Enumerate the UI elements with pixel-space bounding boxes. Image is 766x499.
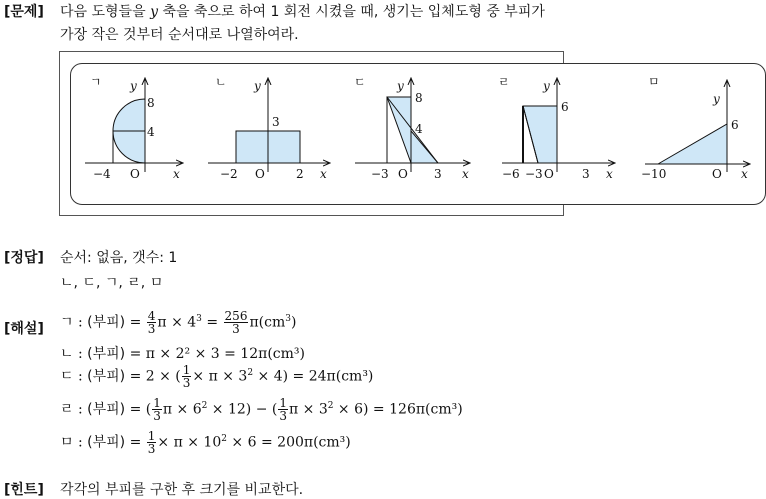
figure-3 (354, 75, 470, 181)
fig5-y-label: y (713, 92, 720, 106)
fig2-tick-2: 2 (296, 167, 304, 181)
fig4-tick-6: 6 (561, 100, 569, 114)
fig4-shape (523, 106, 557, 163)
fig1-x-label: x (173, 167, 180, 181)
sol3-label: ㄷ (60, 368, 74, 385)
sol1-result: 256 (224, 309, 248, 323)
sol3-vol: (부피) (87, 368, 126, 385)
problem-line-2: 가장 작은 것부터 순서대로 나열하여라. (60, 27, 299, 43)
fig1-tick-4: 4 (147, 125, 155, 139)
fig5-tick-neg10: −10 (641, 167, 667, 181)
fig5-tick-origin: O (712, 167, 722, 181)
sol1-label: ㄱ (60, 314, 74, 331)
figure-5 (641, 75, 750, 181)
answer-line-1: 순서: 없음, 갯수: 1 (60, 250, 178, 266)
fig2-tick-origin: O (255, 167, 265, 181)
sol4-result: 126π(cm³) (389, 401, 463, 418)
fig2-tick-neg2: −2 (220, 167, 238, 181)
problem-y-var: y (150, 4, 158, 20)
solution-line-5: ㅁ : (부피) = $\frac{1}{3}$ × $\pi \times 10^2 \times 6 = 200\pi(cm^3)$ (60, 429, 351, 456)
fig3-tick-3: 3 (434, 167, 442, 181)
fig3-tick-neg3: −3 (371, 167, 389, 181)
solution-line-2: ㄴ : (부피) = π × 2² × 3 = 12π(cm³) (60, 346, 305, 362)
fig3-y-label: y (397, 79, 404, 93)
fig4-tick-neg6: −6 (502, 167, 520, 181)
fig4-tick-neg3: −3 (525, 167, 543, 181)
fig5-shape (658, 124, 727, 164)
fig3-tick-8: 8 (415, 91, 423, 105)
fig3-tick-4: 4 (415, 122, 423, 136)
solution-line-1: ㄱ : (부피) = $\frac{4}{3}$ $\pi \times 4^3$ = $\frac{256}{3}$ $\pi(cm^3)$ (60, 309, 297, 336)
fig5-tick-6: 6 (731, 118, 739, 132)
figure-1 (85, 75, 183, 181)
fig1-tick-8: 8 (147, 96, 155, 110)
answer-line-2: ㄴ, ㄷ, ㄱ, ㄹ, ㅁ (60, 275, 164, 291)
solution-line-3: ㄷ : (부피) = 2 × ( $\frac{1}{3}$ × $\pi \times 3^2 \times 4) = 24\pi(cm^3)$ (60, 363, 374, 390)
sol1-vol: (부피) (87, 314, 126, 331)
answer-tag: [정답] (4, 250, 44, 266)
fig2-label: ㄴ (215, 75, 227, 89)
fig5-label: ㅁ (648, 75, 660, 89)
fig4-x-label: x (606, 167, 613, 181)
fig2-y-label: y (254, 79, 261, 93)
sol4-label: ㄹ (60, 401, 74, 418)
sol5-vol: (부피) (87, 434, 126, 451)
figure-2 (208, 75, 330, 181)
problem-line-1-post: 축을 축으로 하여 1 회전 시켰을 때, 생기는 입체도형 중 부피가 (162, 4, 545, 20)
hint-text: 각각의 부피를 구한 후 크기를 비교한다. (60, 482, 304, 498)
sol5-result: 200π(cm³) (277, 434, 351, 451)
fig4-tick-3: 3 (582, 167, 590, 181)
fig1-y-label: y (130, 79, 137, 93)
figure-4 (498, 75, 615, 181)
fig5-x-label: x (741, 167, 748, 181)
fig1-label: ㄱ (90, 75, 102, 89)
solution-line-4: ㄹ : (부피) = ( $\frac{1}{3}$ $\pi \times 6^2 \times 12$) − ( $\frac{1}{3}$ $\pi \times 3^2 \times 6) = 126\pi(cm^3)$ (60, 396, 463, 423)
fig2-tick-3: 3 (272, 115, 280, 129)
sol2-label: ㄴ (60, 346, 74, 362)
problem-tag: [문제] (4, 4, 44, 20)
hint-tag: [힌트] (4, 482, 44, 498)
fig4-tick-origin: O (544, 167, 554, 181)
fig1-tick-neg4: −4 (93, 167, 111, 181)
sol5-label: ㅁ (60, 434, 74, 451)
sol2-expr: π × 2² × 3 = 12π(cm³) (145, 346, 305, 362)
fig3-label: ㄷ (354, 75, 366, 89)
sol4-vol: (부피) (87, 401, 126, 418)
fig1-tick-origin: O (130, 167, 140, 181)
fig2-x-label: x (320, 167, 327, 181)
solution-tag: [해설] (4, 321, 44, 337)
sol3-result: 24π(cm³) (308, 368, 374, 385)
fig3-tick-origin: O (398, 167, 408, 181)
fig3-x-label: x (462, 167, 469, 181)
fig4-y-label: y (543, 79, 550, 93)
sol2-vol: (부피) (87, 346, 126, 362)
fig4-label: ㄹ (498, 75, 510, 89)
problem-line-1-pre: 다음 도형들을 (60, 4, 146, 20)
